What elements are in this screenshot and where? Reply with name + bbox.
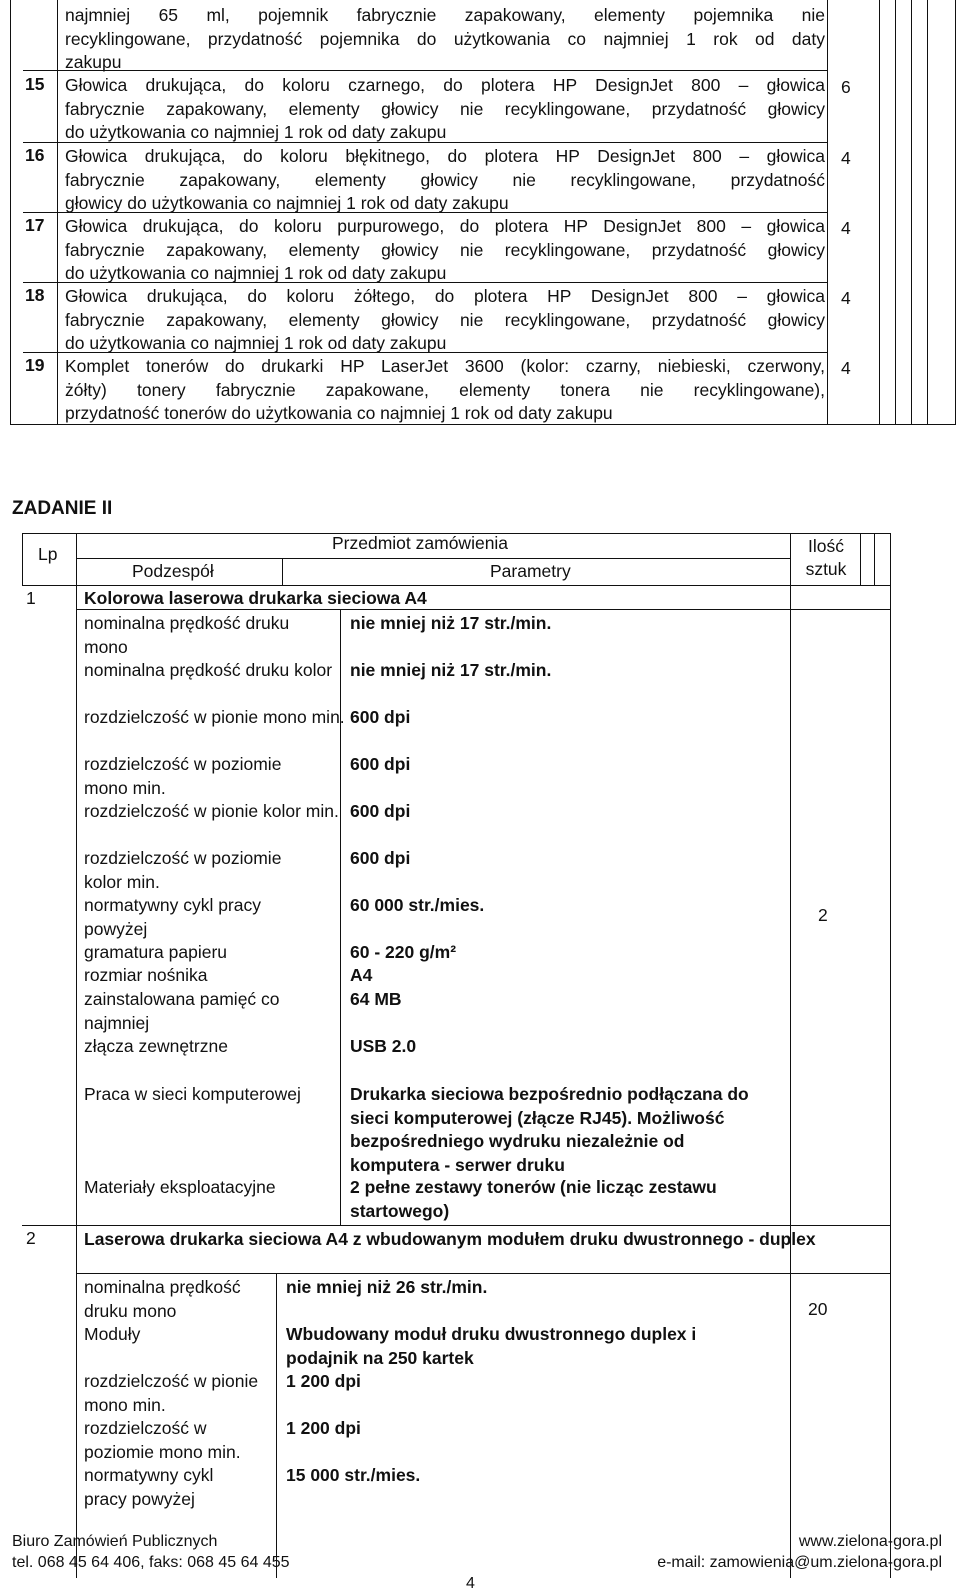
quantity: 4 xyxy=(841,358,851,378)
column-divider xyxy=(879,0,880,424)
text-line: Głowica drukująca, do koloru błękitnego, do plotera HP DesignJet 800 – głowica xyxy=(65,146,825,166)
spec-value: 600 dpi xyxy=(350,707,411,727)
text-line: fabrycznie zapakowany, elementy głowicy nie recyklingowane, przydatność xyxy=(65,169,825,190)
spec-label: rozdzielczość w pionie mono min. xyxy=(84,707,345,727)
quantity: 6 xyxy=(841,77,851,97)
spec-value: nie mniej niż 17 str./min. xyxy=(350,660,552,680)
table-border xyxy=(76,558,790,559)
text-line: Głowica drukująca, do koloru żółtego, do plotera HP DesignJet 800 – głowica xyxy=(65,286,825,306)
spec-value: 2 pełne zestawy tonerów (nie licząc zestawu startowego) xyxy=(350,1177,717,1221)
spec-label: Materiały eksploatacyjne xyxy=(84,1177,276,1197)
table-border xyxy=(874,533,875,585)
spec-label: rozdzielczość w poziomie mono min. xyxy=(84,1418,241,1462)
spec-label: rozmiar nośnika xyxy=(84,965,208,985)
row-number: 15 xyxy=(25,74,45,94)
header-quantity: Ilość sztuk xyxy=(805,536,847,579)
spec-label: złącza zewnętrzne xyxy=(84,1036,228,1056)
item-number: 2 xyxy=(26,1228,36,1248)
header-parameters: Parametry xyxy=(490,561,571,581)
spec-label: rozdzielczość w poziomie kolor min. xyxy=(84,848,282,892)
spec-label: Praca w sieci komputerowej xyxy=(84,1084,301,1104)
table-border xyxy=(76,609,890,610)
text-line: najmniej 65 ml, pojemnik fabrycznie zapakowany, elementy pojemnika nie xyxy=(65,5,825,25)
quantity: 4 xyxy=(841,218,851,238)
text-line: przydatność tonerów do użytkowania co najmniej 1 rok od daty zakupu xyxy=(65,403,613,423)
text-line: fabrycznie zapakowany, elementy głowicy nie recyklingowane, przydatność głowicy xyxy=(65,239,825,260)
quantity: 4 xyxy=(841,288,851,308)
spec-value: Wbudowany moduł druku dwustronnego duplex i podajnik na 250 kartek xyxy=(286,1324,697,1368)
spec-value: 60 000 str./mies. xyxy=(350,895,485,915)
items-table-continued xyxy=(10,0,956,425)
footer-email[interactable]: e-mail: zamowienia@um.zielona-gora.pl xyxy=(657,1554,942,1571)
spec-value: A4 xyxy=(350,965,373,985)
spec-label: gramatura papieru xyxy=(84,942,227,962)
spec-label: nominalna prędkość druku mono xyxy=(84,613,290,657)
column-divider xyxy=(827,0,828,424)
table-border xyxy=(340,609,341,1225)
spec-label: normatywny cykl pracy powyżej xyxy=(84,895,261,939)
text-line: Głowica drukująca, do koloru purpurowego, do plotera HP DesignJet 800 – głowica xyxy=(65,216,825,236)
table-border xyxy=(860,533,861,585)
table-border xyxy=(282,558,283,585)
table-border xyxy=(790,533,791,1578)
footer-office: Biuro Zamówień Publicznych xyxy=(12,1533,218,1550)
column-divider xyxy=(911,0,912,424)
spec-value: 1 200 dpi xyxy=(286,1418,361,1438)
section-title: ZADANIE II xyxy=(12,498,113,519)
footer-phone: tel. 068 45 64 406, faks: 068 45 64 455 xyxy=(12,1554,290,1571)
text-line: fabrycznie zapakowany, elementy głowicy nie recyklingowane, przydatność głowicy xyxy=(65,309,825,330)
table-border xyxy=(76,533,77,585)
spec-value: 600 dpi xyxy=(350,754,411,774)
text-line: zakupu xyxy=(65,52,122,72)
spec-value: 600 dpi xyxy=(350,801,411,821)
item-number: 1 xyxy=(26,588,36,608)
spec-label: rozdzielczość w pionie mono min. xyxy=(84,1371,259,1415)
item-quantity: 20 xyxy=(808,1299,828,1319)
spec-label: Moduły xyxy=(84,1324,141,1344)
spec-label: normatywny cykl pracy powyżej xyxy=(84,1465,214,1509)
text-line: do użytkowania co najmniej 1 rok od daty zakupu xyxy=(65,263,447,283)
spec-value: 1 200 dpi xyxy=(286,1371,361,1391)
item-title: Kolorowa laserowa drukarka sieciowa A4 xyxy=(84,588,427,608)
table-border xyxy=(22,533,23,585)
row-number: 17 xyxy=(25,215,45,235)
spec-label: rozdzielczość w poziomie mono min. xyxy=(84,754,282,798)
spec-value: nie mniej niż 17 str./min. xyxy=(350,613,552,633)
continuation-text xyxy=(65,4,825,75)
header-lp: Lp xyxy=(38,544,58,564)
table-border xyxy=(890,533,891,1578)
spec-value: 600 dpi xyxy=(350,848,411,868)
spec-label: nominalna prędkość druku kolor xyxy=(84,660,333,680)
text-line: recyklingowane, przydatność pojemnika do użytkowania co najmniej 1 rok od daty xyxy=(65,28,825,49)
spec-value: nie mniej niż 26 str./min. xyxy=(286,1277,488,1297)
item-quantity: 2 xyxy=(818,905,828,925)
text-line: do użytkowania co najmniej 1 rok od daty zakupu xyxy=(65,122,447,142)
spec-label: zainstalowana pamięć co najmniej xyxy=(84,989,280,1033)
spec-value: USB 2.0 xyxy=(350,1036,417,1056)
order-table xyxy=(22,533,913,1578)
spec-label: nominalna prędkość druku mono xyxy=(84,1277,241,1321)
text-line: głowicy do użytkowania co najmniej 1 rok od daty zakupu xyxy=(65,193,509,213)
table-border xyxy=(22,1225,890,1226)
header-component: Podzespół xyxy=(132,561,214,581)
table-border xyxy=(76,585,77,1578)
text-line: fabrycznie zapakowany, elementy głowicy nie recyklingowane, przydatność głowicy xyxy=(65,98,825,119)
row-number: 18 xyxy=(25,285,45,305)
text-line: żółty) tonery fabrycznie zapakowane, elementy tonera nie recyklingowane), xyxy=(65,379,825,400)
spec-value: Drukarka sieciowa bezpośrednio podłączana do sieci komputerowej (złącze RJ45). Możliwość bezpośredniego wydruku niezależnie od komputera - serwer druku xyxy=(350,1084,749,1175)
table-border xyxy=(76,1273,890,1274)
table-border xyxy=(22,585,890,586)
text-line: do użytkowania co najmniej 1 rok od daty zakupu xyxy=(65,333,447,353)
item-title: Laserowa drukarka sieciowa A4 z wbudowanym modułem druku dwustronnego - duplex xyxy=(84,1229,816,1249)
spec-value: 60 - 220 g/m² xyxy=(350,942,457,962)
column-divider xyxy=(895,0,896,424)
row-number: 19 xyxy=(25,355,45,375)
text-line: Głowica drukująca, do koloru czarnego, do plotera HP DesignJet 800 – głowica xyxy=(65,75,825,95)
column-divider xyxy=(927,0,928,424)
page-number: 4 xyxy=(466,1575,475,1592)
spec-value: 15 000 str./mies. xyxy=(286,1465,421,1485)
row-number: 16 xyxy=(25,145,45,165)
spec-label: rozdzielczość w pionie kolor min. xyxy=(84,801,339,821)
spec-value: 64 MB xyxy=(350,989,402,1009)
quantity: 4 xyxy=(841,148,851,168)
footer-website[interactable]: www.zielona-gora.pl xyxy=(798,1533,942,1550)
header-subject: Przedmiot zamówienia xyxy=(332,533,509,553)
text-line: Komplet tonerów do drukarki HP LaserJet 3600 (kolor: czarny, niebieski, czerwony, xyxy=(65,356,825,376)
table-border xyxy=(276,1273,277,1578)
